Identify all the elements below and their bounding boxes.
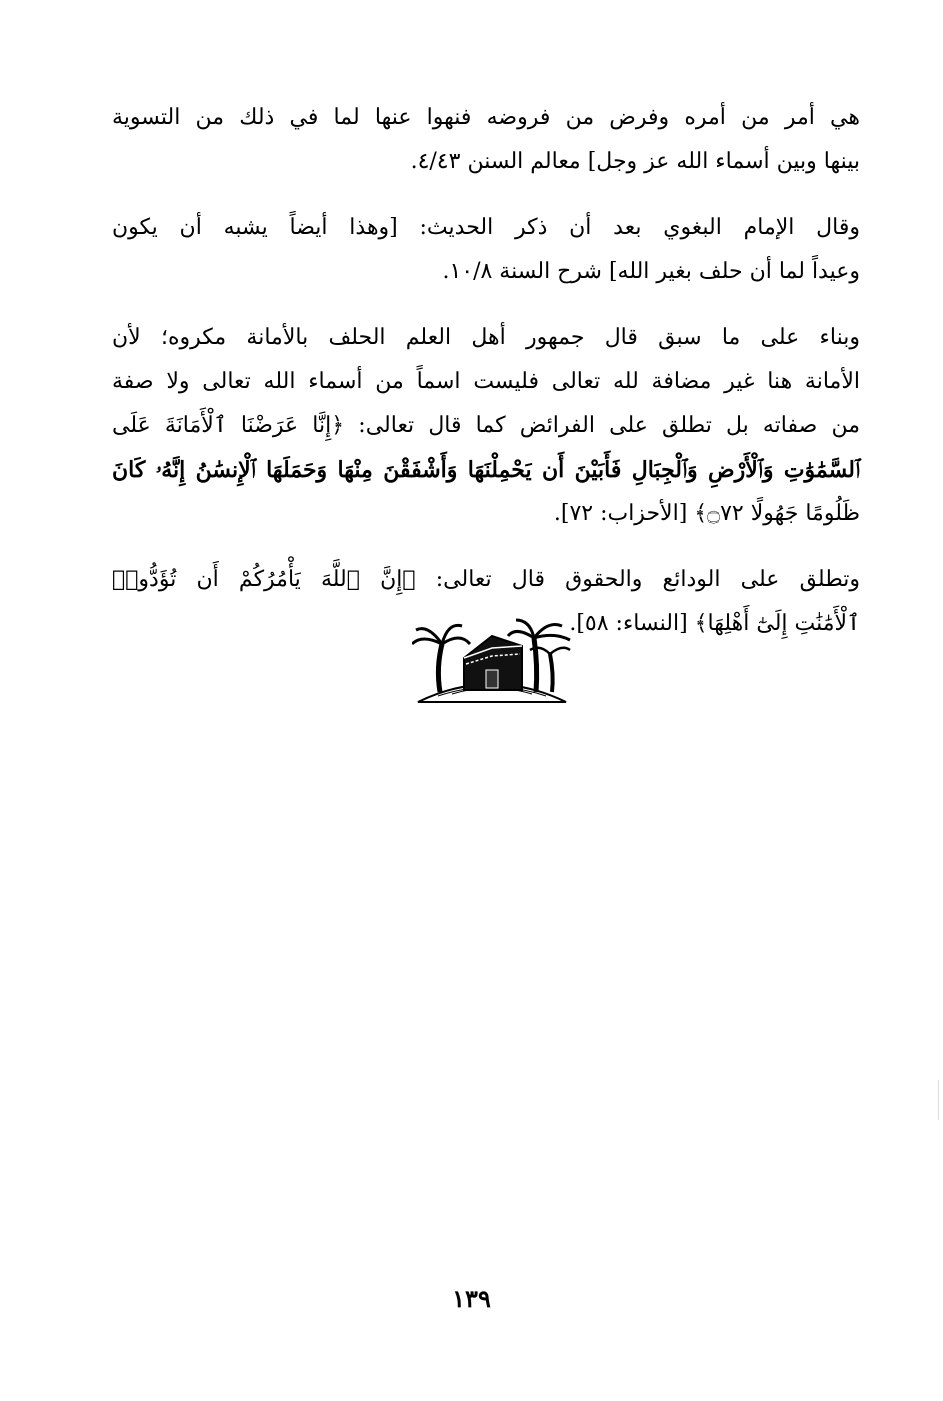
- scan-edge-mark: [938, 1080, 939, 1120]
- text-line: وقال الإمام البغوي بعد أن ذكر الحديث: [وهذا أيضاً يشبه أن يكون: [112, 215, 860, 240]
- text-line: من صفاته بل تطلق على الفرائض كما قال تعالى: ﴿إِنَّا عَرَضْنَا ٱلْأَمَانَةَ عَلَى: [112, 413, 860, 438]
- body-text: [112, 96, 860, 668]
- paragraph-3: [112, 316, 860, 536]
- text-line: ٱلْأَمَٰنَٰتِ إِلَىٰٓ أَهْلِهَا﴾ [النساء: ٥٨].: [569, 611, 860, 636]
- text-line: الأمانة هنا غير مضافة لله تعالى فليست اسماً من أسماء الله تعالى ولا صفة: [112, 369, 860, 394]
- text-line: هي أمر من أمره وفرض من فروضه فنهوا عنها لما في ذلك من التسوية: [112, 105, 861, 130]
- kaaba-palms-ornament-icon: [412, 618, 572, 710]
- text-line: وعيداً لما أن حلف بغير الله] شرح السنة ١٠/٨.: [442, 259, 860, 284]
- paragraph-1: [112, 96, 860, 184]
- text-line: ظَلُومًا جَهُولًا ۝٧٢﴾ [الأحزاب: ٧٢].: [553, 501, 860, 526]
- text-line: وبناء على ما سبق قال جمهور أهل العلم الحلف بالأمانة مكروه؛ لأن: [112, 325, 860, 350]
- page-number: ١٣٩: [452, 1284, 491, 1313]
- text-line: بينها وبين أسماء الله عز وجل] معالم السنن ٤/٤٣.: [410, 149, 860, 174]
- paragraph-2: [112, 206, 860, 294]
- text-line: وتطلق على الودائع والحقوق قال تعالى: ﴿إِنَّ ٱللَّهَ يَأْمُرُكُمْ أَن تُؤَدُّوا۟: [112, 567, 860, 592]
- quran-verse-line: ٱلسَّمَٰوَٰتِ وَٱلْأَرْضِ وَٱلْجِبَالِ فَأَبَيْنَ أَن يَحْمِلْنَهَا وَأَشْفَقْنَ مِنْهَا وَحَمَلَهَا ٱلْإِنسَٰنُ إِنَّهُۥ كَانَ: [112, 457, 860, 483]
